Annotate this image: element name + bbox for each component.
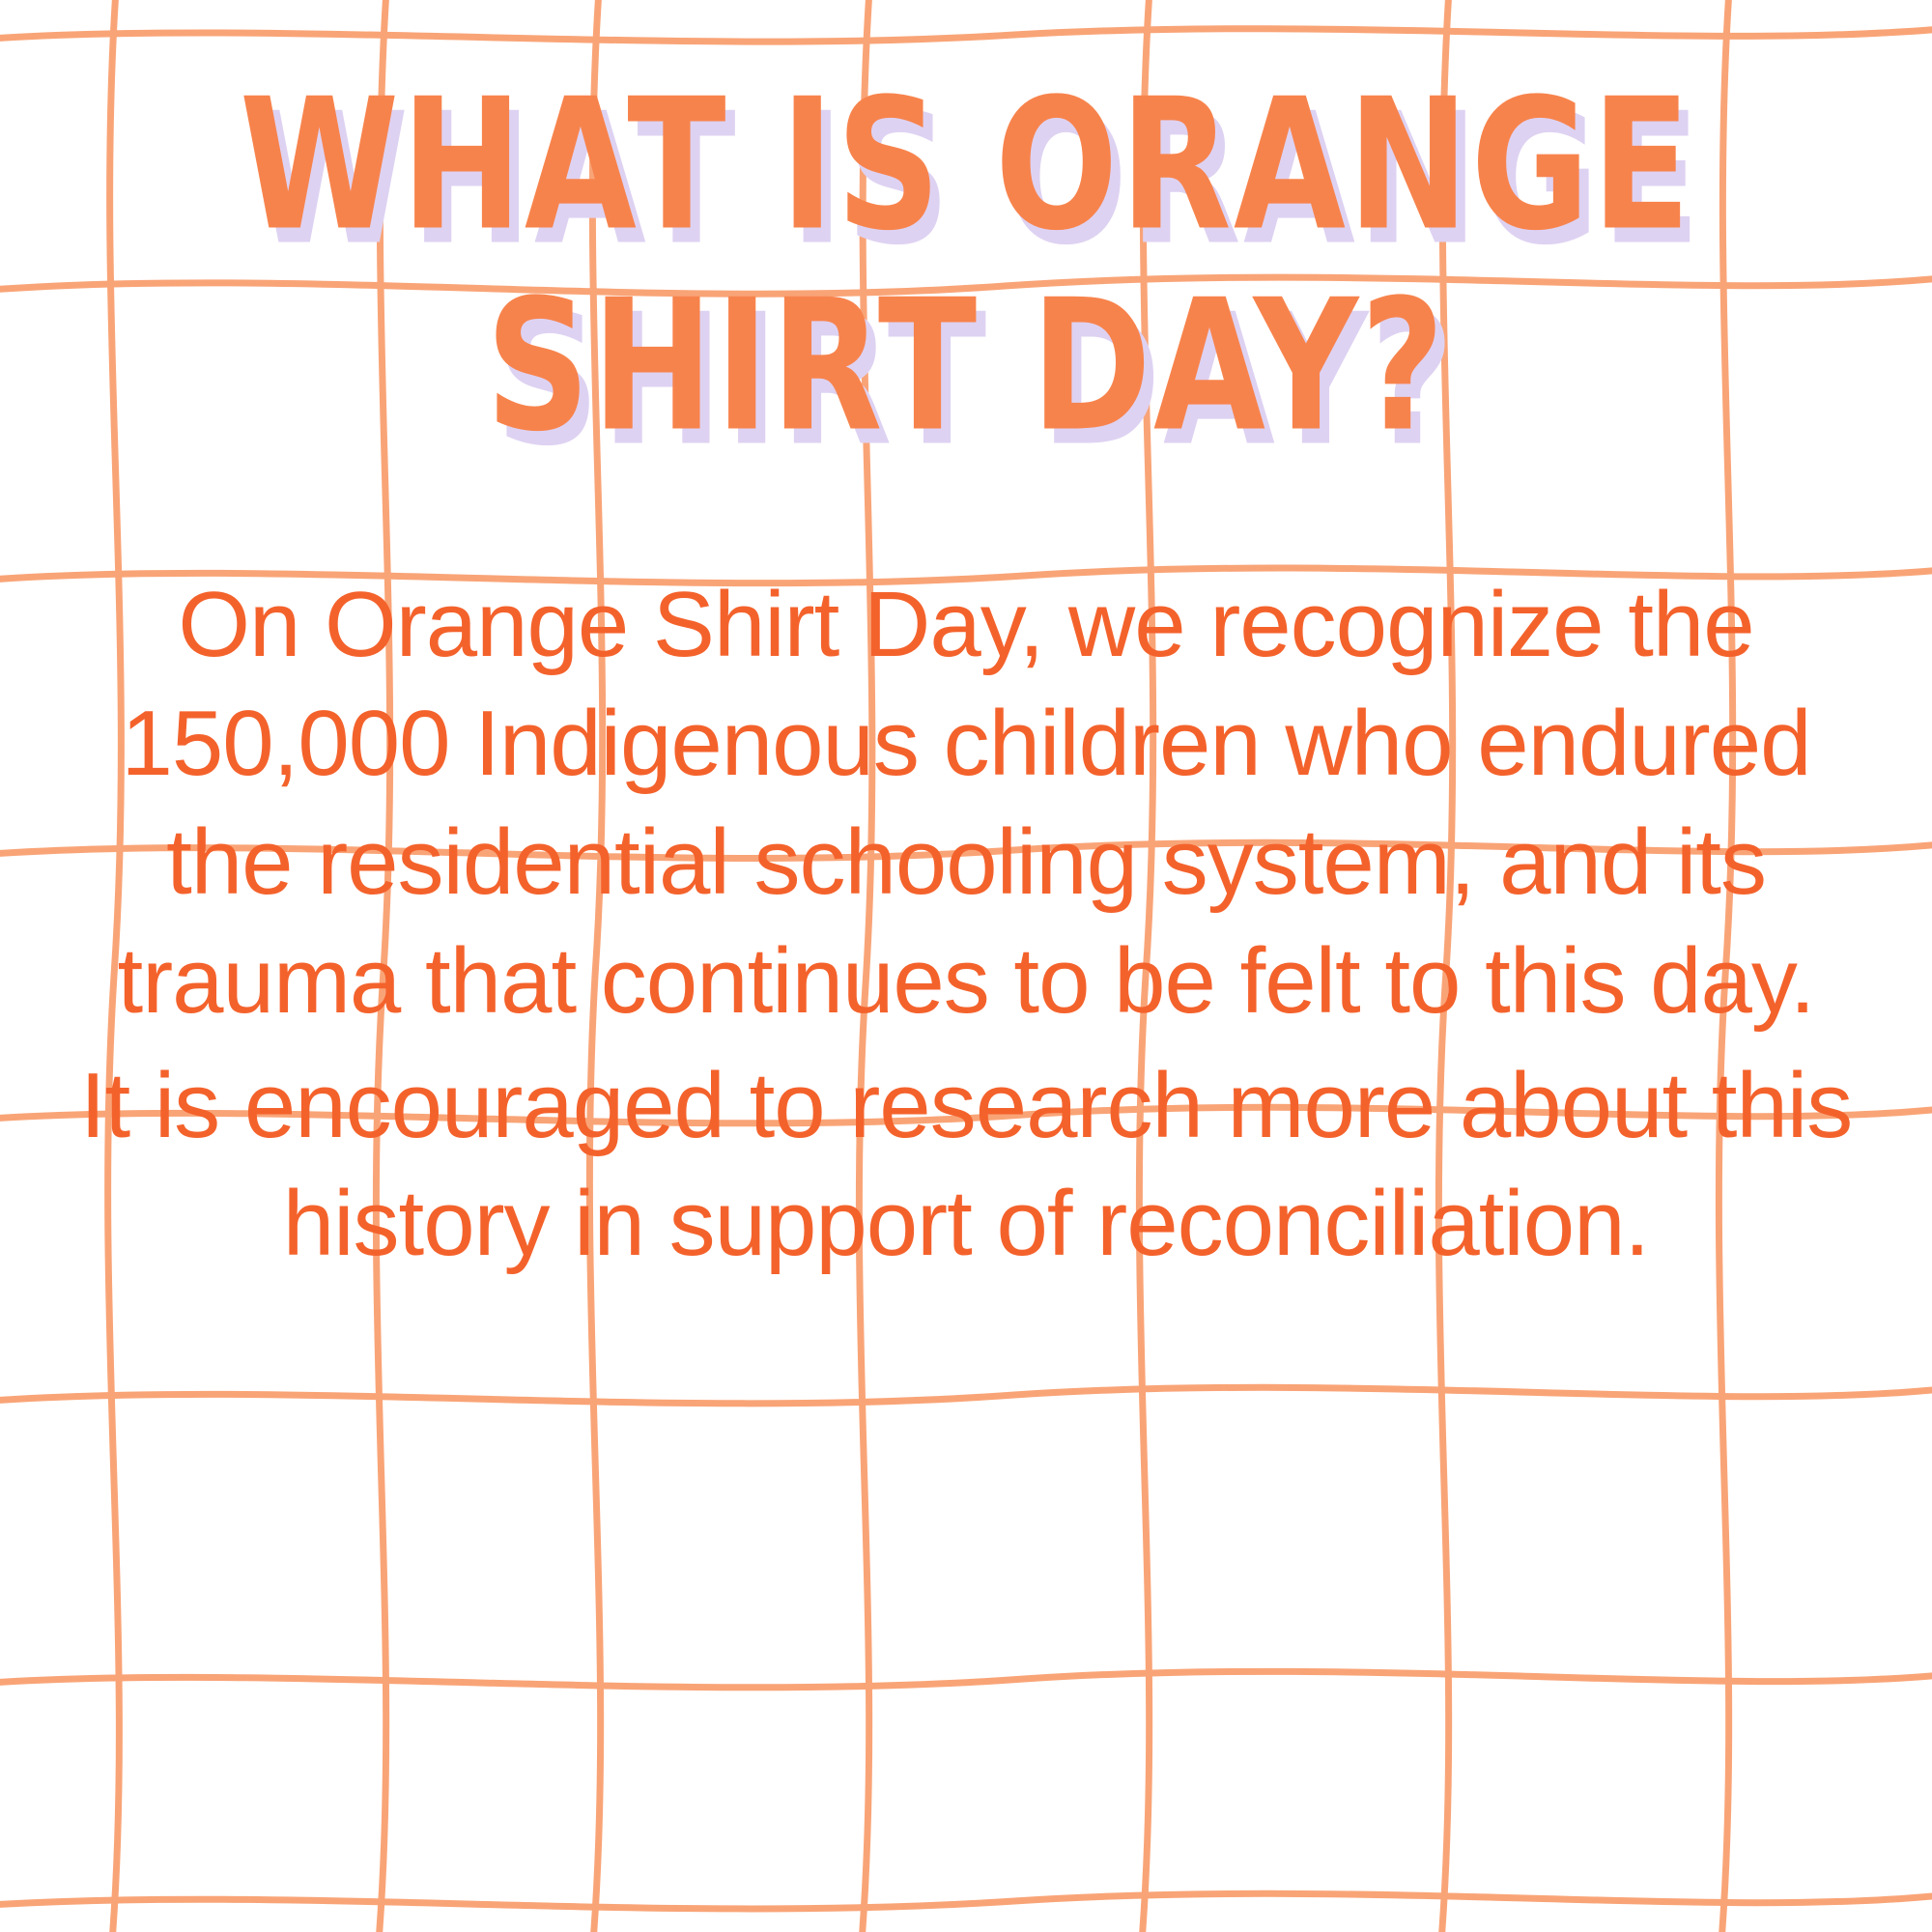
body-text	[53, 566, 1879, 1284]
body-paragraph-2: It is encouraged to research more about this history in support of reconciliation.	[79, 1053, 1853, 1276]
title-line-1: WHAT IS ORANGE	[239, 61, 1693, 271]
title-line-2: SHIRT DAY?	[485, 262, 1447, 472]
page-title	[53, 61, 1879, 472]
body-paragraph-1: On Orange Shirt Day, we recognize the 150,000 Indigenous children who endured the residential schooling system, and its trauma that continues to be felt to this day.	[117, 573, 1815, 1033]
